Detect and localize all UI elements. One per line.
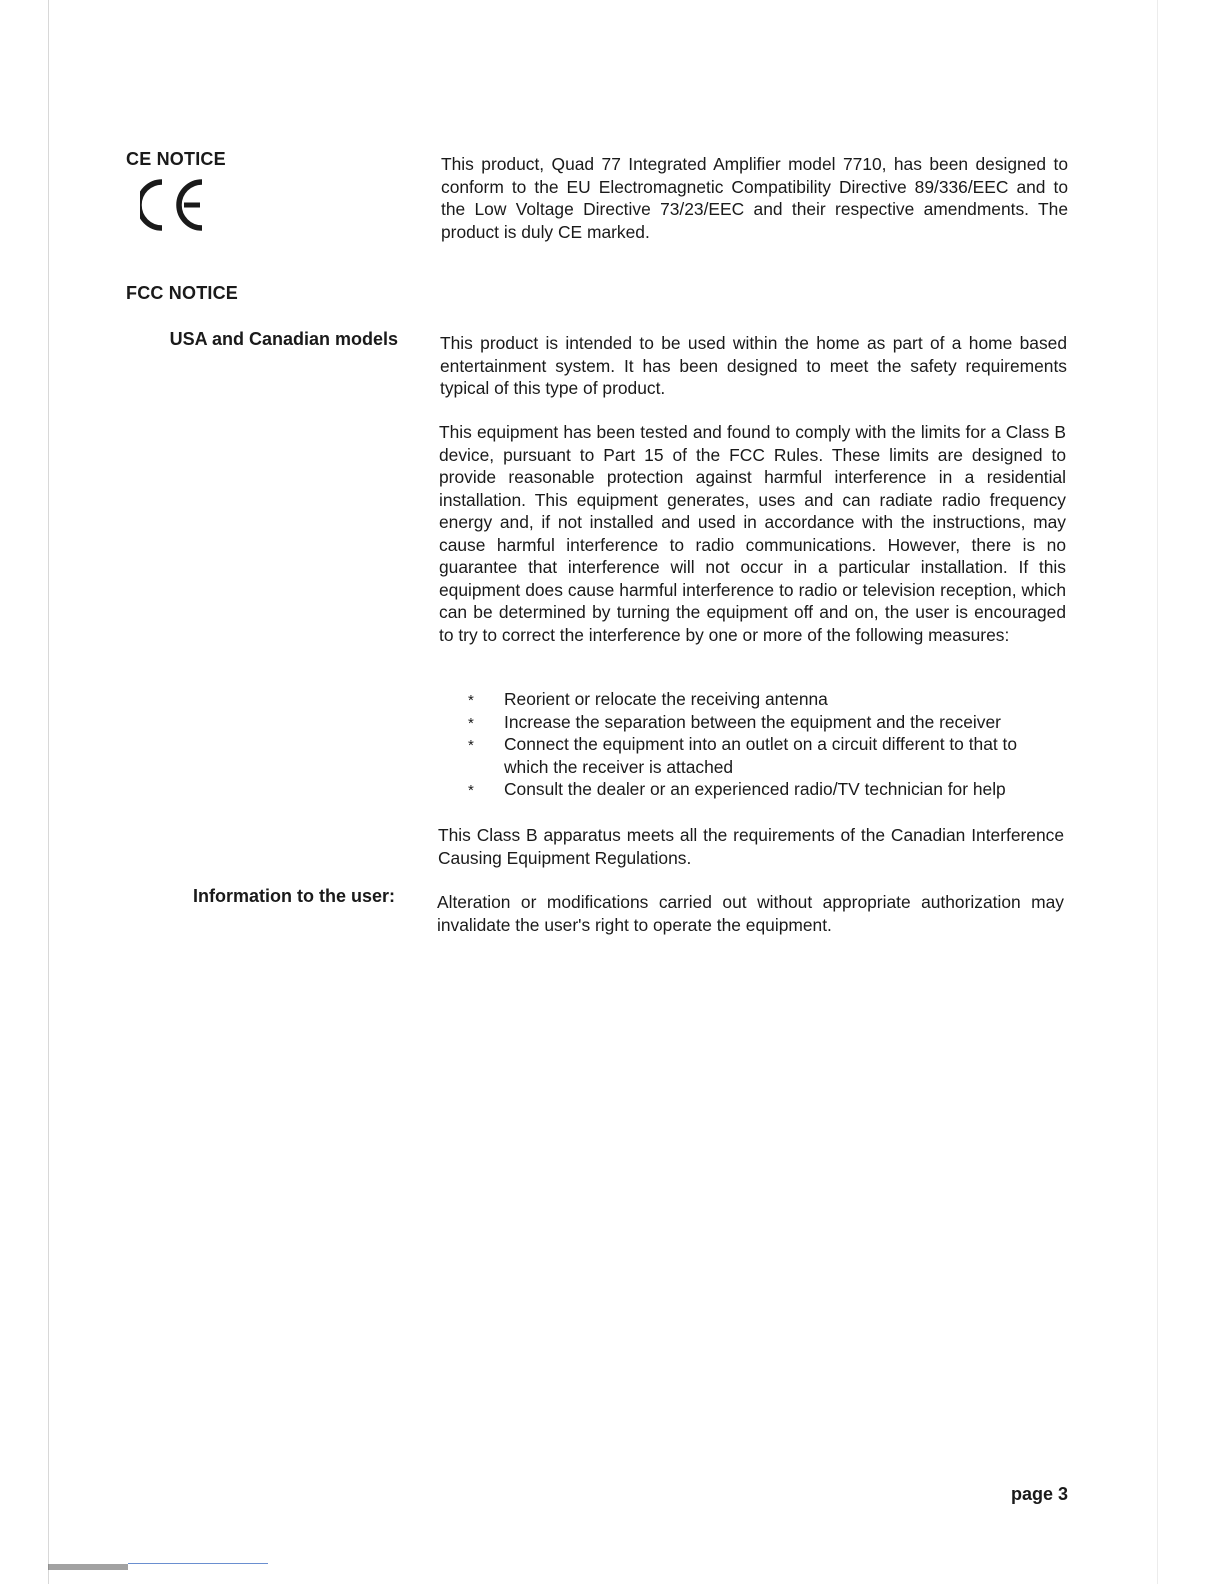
list-item	[440, 688, 1066, 711]
scan-edge-left	[48, 0, 49, 1584]
user-info-heading: Information to the user:	[193, 886, 395, 906]
bullet-marker: *	[468, 714, 474, 732]
scan-edge-bottom-line	[128, 1563, 268, 1564]
bullet-marker: *	[468, 692, 474, 709]
fcc-notice-heading: FCC NOTICE	[126, 283, 238, 303]
list-item	[440, 778, 1066, 801]
ce-notice-heading: CE NOTICE	[126, 149, 226, 169]
intended-use-paragraph: This product is intended to be used within the home as part of a home based entertainment system. It has been designed to meet the safety requirements typical of this type of product.	[440, 333, 1067, 398]
ce-notice-text: This product, Quad 77 Integrated Amplifier model 7710, has been designed to conform to the EU Electromagnetic Compatibility Directive 89/336/EEC and to the Low Voltage Directive 73/23/EEC and their respective amendments. The product is duly CE marked.	[441, 154, 1068, 242]
usa-canadian-models-heading: USA and Canadian models	[169, 329, 398, 349]
scan-edge-bottom	[48, 1564, 128, 1570]
measure-text: Connect the equipment into an outlet on a circuit different to that to which the receiver is attached	[504, 734, 1018, 777]
measures-list	[440, 688, 1066, 801]
list-item	[440, 711, 1066, 734]
measure-text: Consult the dealer or an experienced radio/TV technician for help	[504, 779, 1006, 799]
user-info-text: Alteration or modifications carried out without appropriate authorization may invalidate the user's right to operate the equipment.	[437, 892, 1064, 935]
page-number: page 3	[1010, 1484, 1068, 1504]
scan-edge-right	[1157, 0, 1158, 1584]
ce-mark-icon	[140, 178, 214, 232]
measure-text: Reorient or relocate the receiving antenna	[504, 689, 828, 709]
bullet-marker: *	[468, 782, 474, 799]
bullet-marker: *	[468, 737, 474, 754]
measure-text: Increase the separation between the equipment and the receiver	[504, 711, 1001, 732]
canadian-statement: This Class B apparatus meets all the requirements of the Canadian Interference Causing Equipment Regulations.	[438, 825, 1064, 868]
fcc-compliance-paragraph: This equipment has been tested and found to comply with the limits for a Class B device, pursuant to Part 15 of the FCC Rules. These limits are designed to provide reasonable protection against harmful interference in a residential installation. This equipment generates, uses and can radiate radio frequency energy and, if not installed and used in accordance with the instructions, may cause harmful interference to radio communications. However, there is no guarantee that interference will not occur in a particular installation. If this equipment does cause harmful interference to radio or television reception, which can be determined by turning the equipment off and on, the user is encouraged to try to correct the interference by one or more of the following measures:	[439, 422, 1066, 645]
list-item	[440, 733, 1066, 778]
